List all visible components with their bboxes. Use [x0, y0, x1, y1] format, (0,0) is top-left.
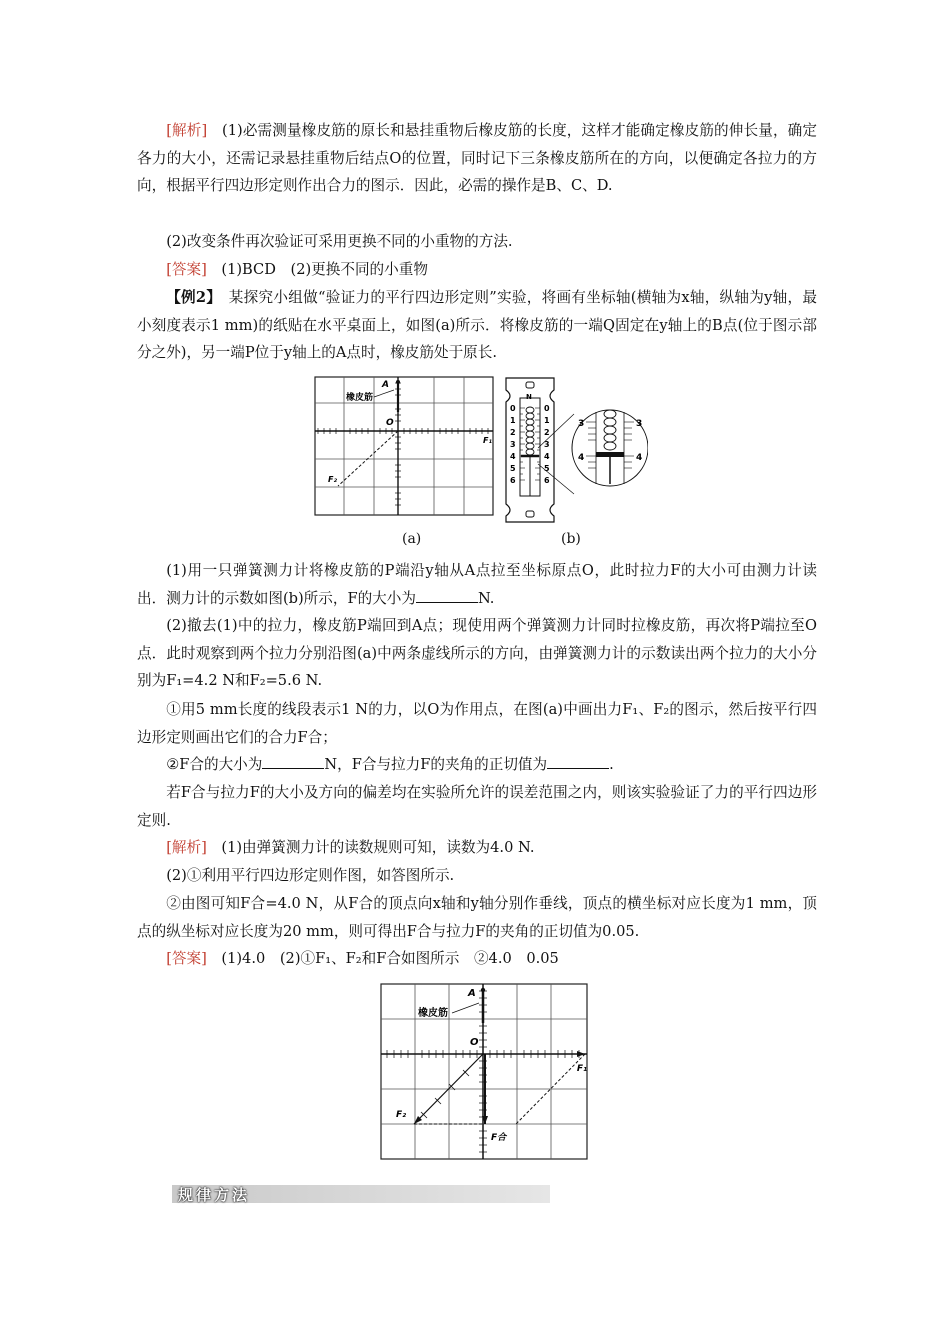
method-section-bar [172, 1185, 550, 1203]
fig-b-zoom-right-4: 4 [636, 453, 643, 463]
analysis-1-text: (1)必需测量橡皮筋的原长和悬挂重物后橡皮筋的长度，这样才能确定橡皮筋的伸长量，确定各力的大小，还需记录悬挂重物后结点O的位置，同时记下三条橡皮筋所在的方向，以便确定各拉力的方向，根据平行四边形定则作出合力的图示．因此，必需的操作是B、C、D. [137, 122, 817, 195]
analysis-1-paragraph [137, 117, 817, 200]
fig-ans-label-Fhe: F合 [491, 1133, 507, 1143]
example-tag: 【例2】 [166, 289, 214, 306]
fig-b-scale-left-2: 2 [510, 428, 516, 437]
question-2-2-text-b: N，F合与拉力F的夹角的正切值为 [324, 756, 548, 773]
analysis-tag: [解析] [166, 122, 208, 139]
question-2-2-text-c: . [609, 756, 614, 773]
analysis-tag-2: [解析] [166, 839, 207, 856]
fig-a-label-O: O [386, 418, 394, 428]
question-1-unit: N. [477, 589, 495, 607]
question-1-paragraph [137, 557, 817, 612]
analysis-4-paragraph [137, 862, 817, 890]
question-2-2-text-a: ②F合的大小为 [166, 756, 263, 773]
fig-b-scale-left-6: 6 [510, 476, 516, 485]
fig-b-scale-right-6: 6 [544, 476, 550, 485]
question-2-2-paragraph [137, 751, 817, 779]
fig-ans-label-rubber: 橡皮筋 [418, 1008, 448, 1019]
fig-a-label-F1: F₁ [483, 436, 492, 445]
question-1-text: (1)用一只弹簧测力计将橡皮筋的P端沿y轴从A点拉至坐标原点O，此时拉力F的大小可由测力计读出．测力计的示数如图(b)所示，F的大小为 [137, 562, 817, 607]
question-2-paragraph [137, 612, 817, 695]
fig-a-label-rubber: 橡皮筋 [346, 393, 374, 403]
fig-b-scale-right-1: 1 [544, 416, 550, 425]
figure-a [314, 376, 496, 518]
fig-ans-label-F2: F₂ [396, 1110, 407, 1120]
fig-b-scale-left-5: 5 [510, 464, 516, 473]
analysis-3-text: (1)由弹簧测力计的读数规则可知，读数为4.0 N. [221, 839, 535, 856]
analysis-5-text: ②由图可知F合=4.0 N，从F合的顶点向x轴和y轴分别作垂线，顶点的横坐标对应长度为1 mm，顶点的纵坐标对应长度为20 mm，则可得出F合与拉力F的夹角的正切值为0.05. [137, 895, 817, 940]
fig-ans-label-O: O [470, 1037, 479, 1048]
fig-b-caption: (b) [561, 531, 581, 547]
fig-a-caption: (a) [402, 531, 422, 547]
answer-blank-1[interactable] [416, 588, 478, 603]
fig-a-label-A: A [382, 380, 389, 390]
answer-2-paragraph [137, 945, 817, 973]
fig-b-zoom-left-3: 3 [578, 419, 585, 429]
fig-b-scale-right-0: 0 [544, 404, 550, 413]
fig-b-scale-right-5: 5 [544, 464, 550, 473]
analysis-4-text: (2)①利用平行四边形定则作图，如答图所示. [166, 867, 455, 884]
fig-b-scale-right-3: 3 [544, 440, 550, 449]
fig-b-scale-left-0: 0 [510, 404, 516, 413]
fig-b-label-N: N [526, 393, 532, 401]
answer-1-paragraph [137, 256, 817, 284]
answer-2-text: (1)4.0 (2)①F₁、F₂和F合如图所示 ②4.0 0.05 [221, 950, 559, 967]
figure-answer [380, 983, 590, 1161]
fig-ans-label-F1: F₁ [576, 1064, 587, 1074]
conclusion-paragraph [137, 779, 817, 834]
conclusion-text: 若F合与拉力F的大小及方向的偏差均在实验所允许的误差范围之内，则该实验验证了力的平行四边形定则. [137, 784, 817, 829]
question-2-1-paragraph [137, 696, 817, 751]
fig-b-scale-left-4: 4 [510, 452, 516, 461]
fig-b-scale-right-4: 4 [544, 452, 550, 461]
question-2-1-text: ①用5 mm长度的线段表示1 N的力，以O为作用点，在图(a)中画出力F₁、F₂的图示，然后按平行四边形定则画出它们的合力F合； [137, 701, 817, 746]
analysis-5-paragraph [137, 890, 817, 945]
fig-a-label-F2: F₂ [328, 475, 337, 484]
fig-b-zoom-right-3: 3 [636, 419, 643, 429]
answer-1-text: (1)BCD (2)更换不同的小重物 [221, 261, 428, 278]
figure-b [498, 376, 648, 524]
answer-blank-3[interactable] [547, 754, 609, 769]
fig-b-scale-left-1: 1 [510, 416, 516, 425]
analysis-2-paragraph [137, 228, 817, 256]
example-2-text: 某探究小组做“验证力的平行四边形定则”实验，将画有坐标轴(横轴为x轴，纵轴为y轴，最小刻度表示1 mm)的纸贴在水平桌面上，如图(a)所示．将橡皮筋的一端Q固定在y轴上的B点(位于图示部分之外)，另一端P位于y轴上的A点时，橡皮筋处于原长. [137, 289, 818, 362]
fig-ans-label-A: A [468, 988, 476, 999]
answer-blank-2[interactable] [262, 754, 324, 769]
answer-tag-2: [答案] [166, 950, 207, 967]
analysis-3-paragraph [137, 834, 817, 862]
fig-b-zoom-left-4: 4 [578, 453, 585, 463]
fig-b-scale-left-3: 3 [510, 440, 516, 449]
question-2-text: (2)撤去(1)中的拉力，橡皮筋P端回到A点；现使用两个弹簧测力计同时拉橡皮筋，再次将P端拉至O点．此时观察到两个拉力分别沿图(a)中两条虚线所示的方向，由弹簧测力计的示数读出两个拉力的大小分别为F₁=4.2 N和F₂=5.6 N. [137, 617, 817, 690]
example-2-paragraph [137, 284, 817, 367]
method-section-title: 规律方法 [178, 1186, 251, 1204]
analysis-2-text: (2)改变条件再次验证可采用更换不同的小重物的方法. [166, 233, 513, 250]
fig-b-scale-right-2: 2 [544, 428, 550, 437]
answer-tag: [答案] [166, 261, 207, 278]
